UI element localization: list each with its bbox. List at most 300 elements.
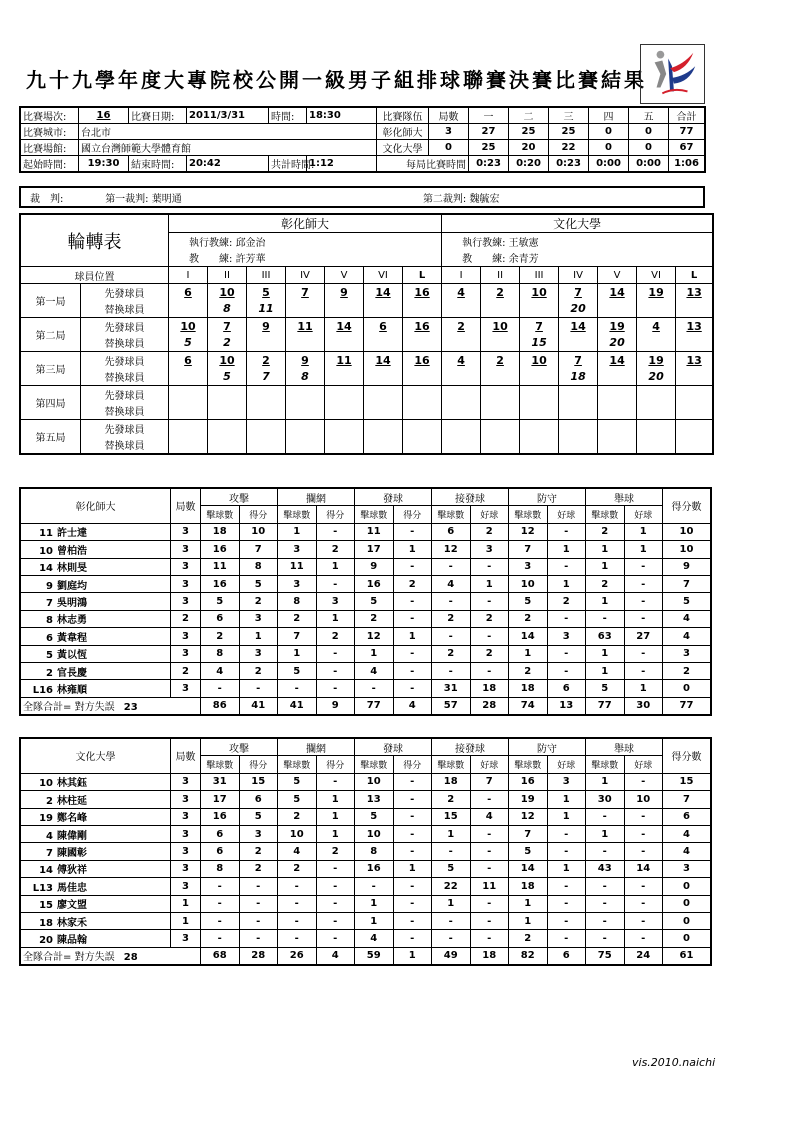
sub-number bbox=[364, 437, 403, 454]
stat-value: 2 bbox=[509, 662, 548, 679]
player-row bbox=[21, 843, 711, 860]
stat-group-head: 發球 bbox=[355, 739, 432, 756]
stat-sub-head: 擊球數 bbox=[432, 506, 471, 523]
stat-value: - bbox=[586, 610, 625, 627]
total-value: 61 bbox=[663, 947, 711, 964]
player-cell bbox=[21, 541, 171, 558]
set-time: 0:00 bbox=[629, 156, 669, 172]
stat-value: - bbox=[624, 843, 663, 860]
player-number: L13 bbox=[32, 882, 53, 894]
city-label: 比賽城市: bbox=[21, 124, 79, 140]
stat-sub-head: 擊球數 bbox=[432, 756, 471, 773]
b-coach: 余青芳 bbox=[508, 254, 539, 266]
stat-value: 4 bbox=[663, 610, 711, 627]
position-head: II bbox=[481, 267, 520, 284]
stat-value: - bbox=[316, 912, 355, 929]
sub-number bbox=[481, 369, 520, 386]
stat-value: - bbox=[393, 825, 432, 842]
sub-number bbox=[286, 301, 325, 318]
player-number: 10 bbox=[39, 545, 53, 557]
sub-number: 2 bbox=[208, 335, 247, 352]
stat-value: 31 bbox=[201, 773, 240, 790]
player-row bbox=[21, 628, 711, 645]
total-value: 28 bbox=[239, 947, 278, 964]
player-cell bbox=[21, 575, 171, 592]
stat-sub-head: 擊球數 bbox=[355, 756, 394, 773]
starter-number: 2 bbox=[247, 352, 286, 369]
rotation-set-name: 第三局 bbox=[21, 352, 81, 386]
stat-sub-head: 好球 bbox=[547, 506, 586, 523]
starter-number bbox=[325, 386, 364, 403]
exec-coach-label: 執行教練: bbox=[189, 237, 233, 249]
player-cell bbox=[21, 843, 171, 860]
stat-value: 5 bbox=[355, 593, 394, 610]
starter-number bbox=[247, 420, 286, 437]
player-name: 陳偉剛 bbox=[57, 830, 87, 842]
referee-box bbox=[20, 187, 704, 207]
a-exec-coach: 邱金治 bbox=[235, 237, 266, 249]
player-name: 劉庭均 bbox=[57, 580, 87, 592]
stat-value: 1 bbox=[624, 523, 663, 540]
stat-value: - bbox=[432, 662, 471, 679]
stat-value: 11 bbox=[278, 558, 317, 575]
position-head: V bbox=[598, 267, 637, 284]
stat-value: - bbox=[547, 558, 586, 575]
stat-value: 0 bbox=[663, 895, 711, 912]
player-row bbox=[21, 878, 711, 895]
player-name: 鄭名峰 bbox=[57, 813, 87, 825]
starter-number: 19 bbox=[598, 318, 637, 335]
stat-value: 4 bbox=[355, 930, 394, 947]
stat-group-head: 攻擊 bbox=[201, 489, 278, 506]
stat-value: 19 bbox=[509, 791, 548, 808]
stat-value: 18 bbox=[509, 878, 548, 895]
stat-value: 5 bbox=[278, 773, 317, 790]
player-row bbox=[21, 773, 711, 790]
stat-value: 0 bbox=[663, 912, 711, 929]
stat-value: - bbox=[316, 878, 355, 895]
stat-value: - bbox=[239, 680, 278, 697]
stat-value: - bbox=[624, 912, 663, 929]
player-cell bbox=[21, 628, 171, 645]
stat-value: - bbox=[586, 808, 625, 825]
sub-number bbox=[403, 301, 442, 318]
sub-number: 15 bbox=[520, 335, 559, 352]
starter-number: 2 bbox=[481, 352, 520, 369]
sub-number: 11 bbox=[247, 301, 286, 318]
stat-value: 10 bbox=[355, 773, 394, 790]
total-value: 6 bbox=[547, 947, 586, 964]
stat-value: - bbox=[393, 808, 432, 825]
set-time: 0:00 bbox=[589, 156, 629, 172]
sub-label: 替換球員 bbox=[81, 301, 169, 318]
stat-value: - bbox=[624, 662, 663, 679]
sets-head: 局數 bbox=[171, 739, 201, 774]
stat-value: 12 bbox=[355, 628, 394, 645]
starter-number: 7 bbox=[208, 318, 247, 335]
stat-value: 14 bbox=[624, 860, 663, 877]
stat-value: - bbox=[393, 912, 432, 929]
sub-number bbox=[481, 437, 520, 454]
stat-value: 1 bbox=[278, 645, 317, 662]
stat-value: 1 bbox=[624, 680, 663, 697]
player-cell bbox=[21, 895, 171, 912]
sub-number: 5 bbox=[208, 369, 247, 386]
stat-value: 2 bbox=[586, 575, 625, 592]
player-cell bbox=[21, 912, 171, 929]
position-head: II bbox=[208, 267, 247, 284]
player-row bbox=[21, 825, 711, 842]
stat-sub-head: 擊球數 bbox=[509, 506, 548, 523]
stat-value: - bbox=[393, 773, 432, 790]
team-b-score: 22 bbox=[549, 140, 589, 156]
footer-credit: vis.2010.naichi bbox=[632, 1056, 716, 1069]
stats-team-name: 彰化師大 bbox=[21, 489, 171, 524]
match-no: 16 bbox=[96, 110, 111, 121]
set-time-total: 1:06 bbox=[669, 156, 705, 172]
starter-number bbox=[286, 420, 325, 437]
sub-number bbox=[520, 369, 559, 386]
stat-value: 16 bbox=[201, 808, 240, 825]
stat-sub-head: 得分 bbox=[239, 506, 278, 523]
stat-value: - bbox=[624, 878, 663, 895]
sets-head: 局數 bbox=[171, 489, 201, 524]
player-cell bbox=[21, 680, 171, 697]
stat-value: 3 bbox=[547, 628, 586, 645]
sets-col-head: 局數 bbox=[429, 108, 469, 124]
stat-value: 3 bbox=[663, 860, 711, 877]
stat-value: 1 bbox=[355, 895, 394, 912]
stat-value: - bbox=[316, 523, 355, 540]
stat-sub-head: 得分 bbox=[316, 506, 355, 523]
stats-team-name: 文化大學 bbox=[21, 739, 171, 774]
stat-value: 10 bbox=[355, 825, 394, 842]
player-cell bbox=[21, 825, 171, 842]
sub-number bbox=[169, 403, 208, 420]
points-head: 得分數 bbox=[663, 489, 711, 524]
starter-number bbox=[559, 420, 598, 437]
starter-number: 16 bbox=[403, 352, 442, 369]
stat-value: - bbox=[239, 878, 278, 895]
stat-value: 2 bbox=[239, 593, 278, 610]
stat-value: 3 bbox=[171, 773, 201, 790]
player-cell bbox=[21, 558, 171, 575]
player-number: 20 bbox=[39, 934, 53, 946]
stat-value: 11 bbox=[470, 878, 509, 895]
stat-value: - bbox=[547, 843, 586, 860]
stat-value: 1 bbox=[316, 558, 355, 575]
starter-number: 4 bbox=[442, 284, 481, 301]
starter-number bbox=[598, 420, 637, 437]
starter-number bbox=[364, 386, 403, 403]
stat-value: 3 bbox=[171, 558, 201, 575]
stat-value: 5 bbox=[432, 860, 471, 877]
stat-sub-head: 得分 bbox=[239, 756, 278, 773]
stat-value: - bbox=[355, 680, 394, 697]
stat-value: 1 bbox=[547, 808, 586, 825]
start-label: 起始時間: bbox=[21, 156, 79, 172]
stat-value: 11 bbox=[355, 523, 394, 540]
stat-value: 0 bbox=[663, 680, 711, 697]
stat-value: - bbox=[201, 930, 240, 947]
sub-number bbox=[286, 335, 325, 352]
sub-number bbox=[403, 437, 442, 454]
stat-value: 1 bbox=[393, 860, 432, 877]
player-name: 許士達 bbox=[57, 528, 87, 540]
player-number: 10 bbox=[39, 778, 53, 790]
sub-label: 替換球員 bbox=[81, 403, 169, 420]
stat-value: 3 bbox=[663, 645, 711, 662]
sub-number bbox=[559, 403, 598, 420]
starter-number bbox=[247, 386, 286, 403]
stat-value: 5 bbox=[509, 593, 548, 610]
position-head: L bbox=[403, 267, 442, 284]
sub-label: 替換球員 bbox=[81, 369, 169, 386]
stat-value: 1 bbox=[547, 860, 586, 877]
stat-value: 10 bbox=[624, 791, 663, 808]
stat-value: 2 bbox=[278, 610, 317, 627]
stat-value: 1 bbox=[278, 523, 317, 540]
starter-number bbox=[403, 420, 442, 437]
sub-number bbox=[442, 403, 481, 420]
team-a-score: 0 bbox=[629, 124, 669, 140]
starter-number bbox=[403, 386, 442, 403]
stat-value: - bbox=[316, 860, 355, 877]
team-a-score: 25 bbox=[509, 124, 549, 140]
sub-number bbox=[442, 437, 481, 454]
stat-value: - bbox=[624, 610, 663, 627]
stat-value: 2 bbox=[355, 610, 394, 627]
stat-sub-head: 擊球數 bbox=[586, 506, 625, 523]
stat-group-head: 防守 bbox=[509, 739, 586, 756]
stat-value: - bbox=[201, 912, 240, 929]
sub-number: 8 bbox=[286, 369, 325, 386]
stat-value: 1 bbox=[509, 895, 548, 912]
starter-number: 16 bbox=[403, 284, 442, 301]
stat-value: - bbox=[393, 895, 432, 912]
sub-number bbox=[325, 369, 364, 386]
player-cell bbox=[21, 662, 171, 679]
stat-value: 10 bbox=[663, 541, 711, 558]
position-label: 球員位置 bbox=[21, 267, 169, 284]
stat-value: 18 bbox=[432, 773, 471, 790]
player-row bbox=[21, 593, 711, 610]
sub-number bbox=[442, 335, 481, 352]
total-value: 24 bbox=[624, 947, 663, 964]
sub-number bbox=[364, 369, 403, 386]
stat-value: - bbox=[278, 930, 317, 947]
starter-label: 先發球員 bbox=[81, 386, 169, 403]
stat-value: - bbox=[470, 843, 509, 860]
stat-sub-head: 擊球數 bbox=[355, 506, 394, 523]
stat-group-head: 防守 bbox=[509, 489, 586, 506]
sub-number bbox=[481, 301, 520, 318]
player-name: 廖文盟 bbox=[57, 900, 87, 912]
sub-number bbox=[598, 403, 637, 420]
first-referee-label: 第一裁判: bbox=[105, 193, 149, 205]
player-cell bbox=[21, 523, 171, 540]
stat-value: - bbox=[547, 878, 586, 895]
stat-sub-head: 好球 bbox=[547, 756, 586, 773]
player-number: 8 bbox=[46, 615, 53, 627]
match-no-label: 比賽場次: bbox=[21, 108, 79, 124]
stat-group-head: 舉球 bbox=[586, 489, 663, 506]
totals-label: 全隊合計= bbox=[23, 702, 72, 714]
stat-value: 1 bbox=[470, 575, 509, 592]
team-b-score: 0 bbox=[589, 140, 629, 156]
set-time: 0:20 bbox=[509, 156, 549, 172]
team-b-score: 0 bbox=[629, 140, 669, 156]
stat-value: 3 bbox=[171, 680, 201, 697]
total-value: 30 bbox=[624, 697, 663, 714]
starter-number: 6 bbox=[169, 284, 208, 301]
points-head: 得分數 bbox=[663, 739, 711, 774]
stat-value: 2 bbox=[393, 575, 432, 592]
opp-err-value: 23 bbox=[123, 702, 138, 714]
starter-number: 13 bbox=[676, 318, 713, 335]
player-name: 吳明鴻 bbox=[57, 598, 87, 610]
starter-label: 先發球員 bbox=[81, 284, 169, 301]
stat-value: - bbox=[393, 680, 432, 697]
player-cell bbox=[21, 593, 171, 610]
total-value: 18 bbox=[470, 947, 509, 964]
stat-value: - bbox=[624, 773, 663, 790]
stat-value: 8 bbox=[239, 558, 278, 575]
starter-number: 14 bbox=[364, 352, 403, 369]
player-number: 14 bbox=[39, 865, 53, 877]
stat-value: - bbox=[432, 930, 471, 947]
stat-value: 6 bbox=[432, 523, 471, 540]
set-time: 0:23 bbox=[469, 156, 509, 172]
stat-value: 2 bbox=[316, 628, 355, 645]
venue-label: 比賽場館: bbox=[21, 140, 79, 156]
stat-value: - bbox=[393, 878, 432, 895]
stat-value: 7 bbox=[663, 791, 711, 808]
stat-value: 1 bbox=[239, 628, 278, 645]
starter-number bbox=[676, 386, 713, 403]
position-head: VI bbox=[364, 267, 403, 284]
stat-value: 12 bbox=[509, 523, 548, 540]
player-number: 11 bbox=[39, 528, 53, 540]
player-name: 林柱延 bbox=[57, 795, 87, 807]
stat-value: 1 bbox=[586, 541, 625, 558]
stat-value: 3 bbox=[171, 878, 201, 895]
team-a-total: 77 bbox=[669, 124, 705, 140]
stat-value: - bbox=[316, 773, 355, 790]
stat-value: 3 bbox=[171, 541, 201, 558]
stat-sub-head: 擊球數 bbox=[509, 756, 548, 773]
sub-number bbox=[442, 369, 481, 386]
total-value: 75 bbox=[586, 947, 625, 964]
stat-value: 4 bbox=[663, 843, 711, 860]
stat-value: 3 bbox=[171, 843, 201, 860]
sub-number bbox=[598, 369, 637, 386]
stat-value: 3 bbox=[316, 593, 355, 610]
stat-value: - bbox=[239, 912, 278, 929]
stat-value: - bbox=[470, 895, 509, 912]
stat-group-head: 舉球 bbox=[586, 739, 663, 756]
stat-value: 14 bbox=[509, 628, 548, 645]
stat-value: - bbox=[393, 930, 432, 947]
starter-number bbox=[520, 420, 559, 437]
stat-value: 3 bbox=[171, 628, 201, 645]
player-number: 9 bbox=[46, 580, 53, 592]
sub-number bbox=[286, 403, 325, 420]
opp-err-label: 對方失誤 bbox=[74, 702, 115, 714]
player-cell bbox=[21, 878, 171, 895]
team-b-score: 20 bbox=[509, 140, 549, 156]
sub-number bbox=[286, 437, 325, 454]
stat-value: 5 bbox=[278, 662, 317, 679]
player-cell bbox=[21, 860, 171, 877]
totals-label-cell bbox=[21, 697, 201, 714]
stat-value: 2 bbox=[278, 808, 317, 825]
stat-value: 3 bbox=[171, 930, 201, 947]
position-head: VI bbox=[637, 267, 676, 284]
stat-value: 18 bbox=[470, 680, 509, 697]
player-number: 2 bbox=[46, 795, 53, 807]
player-row bbox=[21, 680, 711, 697]
player-name: 陳國彰 bbox=[57, 848, 87, 860]
stat-value: - bbox=[586, 878, 625, 895]
position-head: I bbox=[442, 267, 481, 284]
stat-value: 30 bbox=[586, 791, 625, 808]
team-a-score: 25 bbox=[549, 124, 589, 140]
stat-value: 6 bbox=[201, 843, 240, 860]
sub-number bbox=[364, 335, 403, 352]
stat-sub-head: 擊球數 bbox=[201, 756, 240, 773]
player-number: 2 bbox=[46, 667, 53, 679]
stat-value: 2 bbox=[278, 860, 317, 877]
referee-label: 裁 判: bbox=[30, 193, 64, 205]
starter-number bbox=[169, 386, 208, 403]
stat-value: 7 bbox=[278, 628, 317, 645]
sub-number: 20 bbox=[598, 335, 637, 352]
stat-value: 2 bbox=[586, 523, 625, 540]
stat-value: 16 bbox=[355, 575, 394, 592]
sub-number: 8 bbox=[208, 301, 247, 318]
team-a-score: 27 bbox=[469, 124, 509, 140]
stat-value: 9 bbox=[355, 558, 394, 575]
starter-number: 14 bbox=[325, 318, 364, 335]
stat-value: 4 bbox=[470, 808, 509, 825]
stat-value: 1 bbox=[586, 825, 625, 842]
stat-value: 4 bbox=[278, 843, 317, 860]
stat-value: - bbox=[624, 645, 663, 662]
stat-value: 4 bbox=[663, 825, 711, 842]
total-value: 86 bbox=[201, 697, 240, 714]
stat-value: 3 bbox=[171, 523, 201, 540]
starter-number: 11 bbox=[286, 318, 325, 335]
starter-number: 11 bbox=[325, 352, 364, 369]
stat-value: 3 bbox=[171, 791, 201, 808]
sub-number bbox=[364, 403, 403, 420]
stat-value: - bbox=[201, 680, 240, 697]
stat-value: - bbox=[624, 593, 663, 610]
player-row bbox=[21, 930, 711, 947]
sub-number bbox=[481, 403, 520, 420]
sub-number bbox=[208, 437, 247, 454]
stat-value: 3 bbox=[547, 773, 586, 790]
total-value: 4 bbox=[316, 947, 355, 964]
stat-value: 3 bbox=[171, 860, 201, 877]
starter-number: 10 bbox=[208, 352, 247, 369]
total-value: 4 bbox=[393, 697, 432, 714]
stat-value: - bbox=[547, 930, 586, 947]
position-head: V bbox=[325, 267, 364, 284]
stat-value: 1 bbox=[547, 575, 586, 592]
player-number: 7 bbox=[46, 848, 53, 860]
